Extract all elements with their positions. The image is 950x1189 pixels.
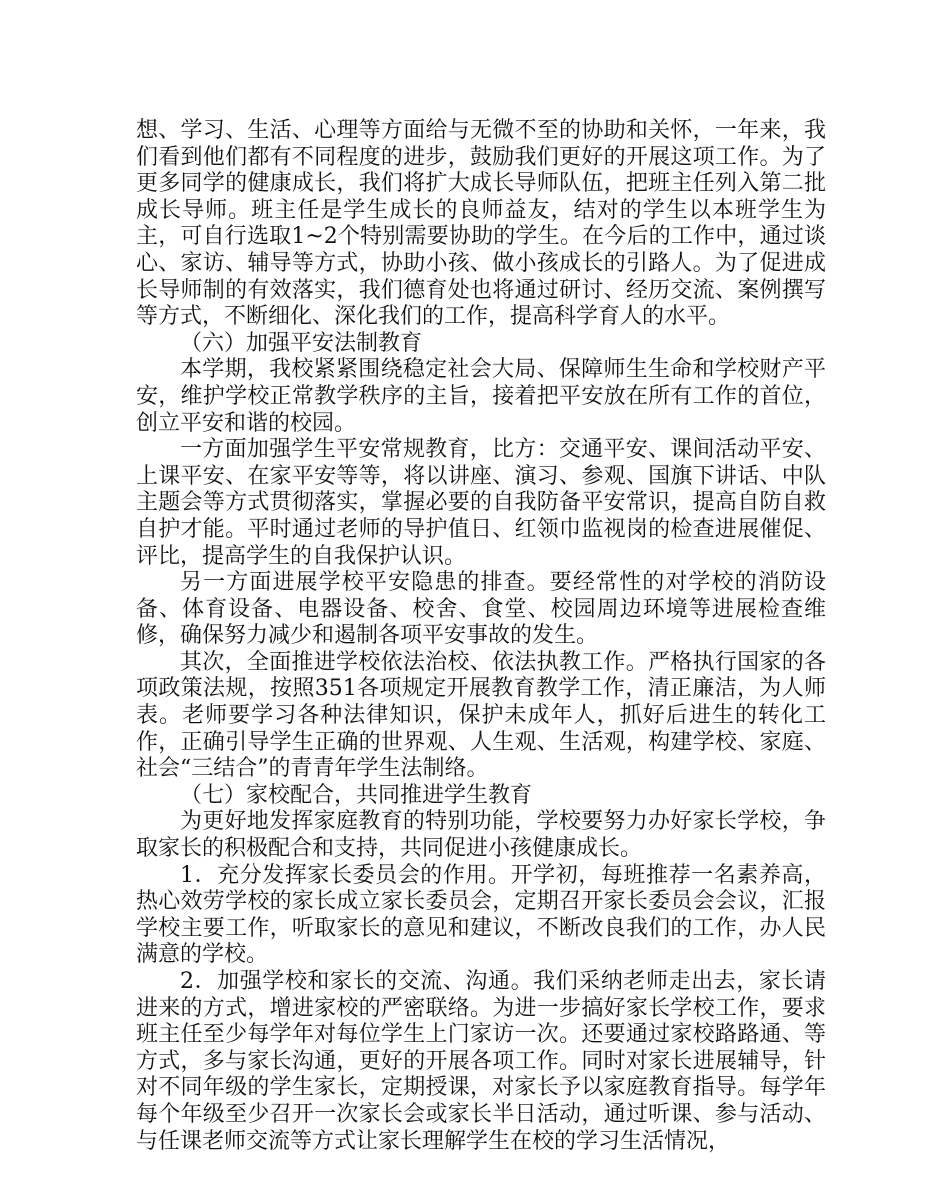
paragraph-mentor-program: 想、学习、生活、心理等方面给与无微不至的协助和关怀，一年来，我们看到他们都有不同程度的进步，鼓励我们更好的开展这项工作。为了更多同学的健康成长，我们将扩大成长导师队伍，把班主任列入第二批成长导师。班主任是学生成长的良师益友，结对的学生以本班学生为主，可自行选取1~2个特别需要协助的学生。在今后的工作中，通过谈心、家访、辅导等方式，协助小孩、做小孩成长的引路人。为了促进成长导师制的有效落实，我们德育处也将通过研讨、经历交流、案例撰写等方式，不断细化、深化我们的工作，提高科学育人的水平。 (136, 118, 826, 330)
paragraph-parent-committee: 1．充分发挥家长委员会的作用。开学初，每班推荐一名素养高，热心效劳学校的家长成立家长委员会，定期召开家长委员会会议，汇报学校主要工作，听取家长的意见和建议，不断改良我们的工作，办人民满意的学校。 (136, 862, 826, 968)
paragraph-home-school-intro: 为更好地发挥家庭教育的特别功能，学校要努力办好家长学校，争取家长的积极配合和支持，共同促进小孩健康成长。 (136, 809, 826, 862)
section-heading-home-school: （七）家校配合，共同推进学生教育 (180, 782, 533, 808)
document-page (136, 118, 826, 1155)
paragraph-safety-intro: 本学期，我校紧紧围绕稳定社会大局、保障师生生命和学校财产平安，维护学校正常教学秩序的主旨，接着把平安放在所有工作的首位，创立平安和谐的校园。 (136, 357, 826, 436)
paragraph-parent-communication: 2．加强学校和家长的交流、沟通。我们采纳老师走出去，家长请进来的方式，增进家校的严密联络。为进一步搞好家长学校工作，要求班主任至少每学年对每位学生上门家访一次。还要通过家校路路通、等方式，多与家长沟通，更好的开展各项工作。同时对家长进展辅导，针对不同年级的学生家长，定期授课，对家长予以家庭教育指导。每学年每个年级至少召开一次家长会或家长半日活动，通过听课、参与活动、与任课老师交流等方式让家长理解学生在校的学习生活情况， (136, 969, 826, 1154)
section-heading-safety-law: （六）加强平安法制教育 (180, 330, 423, 356)
paragraph-safety-education: 一方面加强学生平安常规教育，比方：交通平安、课间活动平安、上课平安、在家平安等等，将以讲座、演习、参观、国旗下讲话、中队主题会等方式贯彻落实，掌握必要的自我防备平安常识，提高自防自救自护才能。平时通过老师的导护值日、红领巾监视岗的检查进展催促、评比，提高学生的自我保护认识。 (136, 437, 826, 569)
paragraph-rule-of-law: 其次，全面推进学校依法治校、依法执教工作。严格执行国家的各项政策法规，按照351各项规定开展教育教学工作，清正廉洁，为人师表。老师要学习各种法律知识，保护未成年人，抓好后进生的转化工作，正确引导学生正确的世界观、人生观、生活观，构建学校、家庭、社会“三结合”的青青年学生法制络。 (136, 649, 826, 782)
paragraph-hazard-check: 另一方面进展学校平安隐患的排查。要经常性的对学校的消防设备、体育设备、电器设备、校舍、食堂、校园周边环境等进展检查维修，确保努力减少和遏制各项平安事故的发生。 (136, 570, 826, 649)
